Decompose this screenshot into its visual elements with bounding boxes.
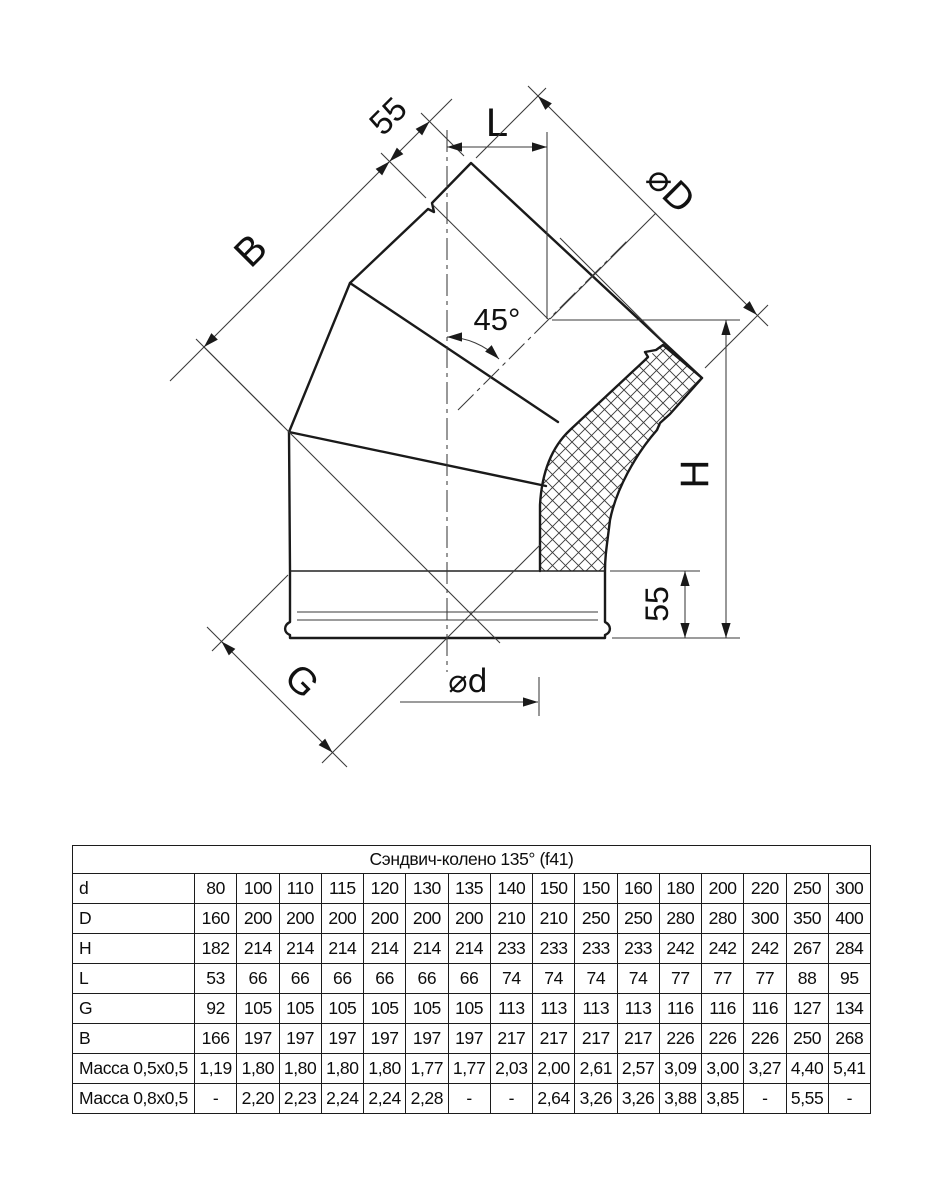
table-title: Сэндвич-колено 135° (f41) (73, 846, 871, 874)
table-cell: 105 (406, 994, 448, 1024)
table-cell: 116 (659, 994, 701, 1024)
table-cell: 1,77 (406, 1054, 448, 1084)
table-cell: 200 (702, 874, 744, 904)
dim-label-B: B (225, 225, 276, 276)
table-cell: 140 (490, 874, 532, 904)
extension-line (705, 305, 768, 368)
table-cell: 160 (195, 904, 237, 934)
table-cell: 217 (617, 1024, 659, 1054)
table-cell: 116 (744, 994, 786, 1024)
table-row (73, 934, 871, 964)
table-cell: 77 (702, 964, 744, 994)
table-cell: 400 (828, 904, 870, 934)
table-cell: 110 (279, 874, 321, 904)
table-cell: 66 (321, 964, 363, 994)
dim-label-d: ⌀d (448, 662, 488, 700)
table-cell: 200 (279, 904, 321, 934)
table-cell: 150 (533, 874, 575, 904)
table-cell: 200 (406, 904, 448, 934)
table-cell: 53 (195, 964, 237, 994)
table-cell: 2,23 (279, 1084, 321, 1114)
dim-label-G: G (276, 656, 327, 707)
table-cell: 210 (533, 904, 575, 934)
table-cell: 77 (659, 964, 701, 994)
table-cell: 115 (321, 874, 363, 904)
table-cell: 2,24 (321, 1084, 363, 1114)
table-cell: 134 (828, 994, 870, 1024)
table-cell: 130 (406, 874, 448, 904)
extension-line (381, 153, 426, 198)
construction-line (550, 213, 656, 319)
table-row (73, 904, 871, 934)
table-cell: 160 (617, 874, 659, 904)
extension-line (196, 339, 282, 425)
table-cell: 74 (533, 964, 575, 994)
table-cell: 200 (237, 904, 279, 934)
row-label: D (73, 904, 195, 934)
table-cell: 116 (702, 994, 744, 1024)
dim-label-H: H (673, 459, 717, 489)
table-cell: - (490, 1084, 532, 1114)
table-cell: 1,80 (279, 1054, 321, 1084)
table-cell: 92 (195, 994, 237, 1024)
table-cell: 233 (490, 934, 532, 964)
table-cell: 200 (321, 904, 363, 934)
table-cell: 200 (364, 904, 406, 934)
row-label: B (73, 1024, 195, 1054)
table-cell: 120 (364, 874, 406, 904)
table-cell: 214 (406, 934, 448, 964)
table-cell: 3,00 (702, 1054, 744, 1084)
table-cell: 80 (195, 874, 237, 904)
table-cell: 105 (321, 994, 363, 1024)
insulation-hatch (540, 345, 702, 571)
lower-miter-line (289, 432, 546, 486)
table-cell: 5,55 (786, 1084, 828, 1114)
dim-55-bottom (610, 571, 700, 638)
table-cell: 4,40 (786, 1054, 828, 1084)
table-cell: 214 (237, 934, 279, 964)
table-cell: 214 (448, 934, 490, 964)
row-label: d (73, 874, 195, 904)
table-row (73, 964, 871, 994)
table-cell: 95 (828, 964, 870, 994)
dim-label-angle: 45° (473, 302, 521, 337)
spec-table-body (73, 846, 871, 1114)
table-cell: 66 (406, 964, 448, 994)
table-cell: 2,28 (406, 1084, 448, 1114)
table-cell: 3,09 (659, 1054, 701, 1084)
table-cell: - (195, 1084, 237, 1114)
extension-line (212, 575, 288, 651)
table-cell: 226 (744, 1024, 786, 1054)
table-cell: 3,27 (744, 1054, 786, 1084)
table-cell: 2,64 (533, 1084, 575, 1114)
dim-d (400, 662, 539, 716)
table-cell: 166 (195, 1024, 237, 1054)
dim-label-L: L (485, 101, 509, 145)
table-cell: 105 (364, 994, 406, 1024)
table-cell: 250 (617, 904, 659, 934)
construction-line (322, 545, 540, 763)
table-cell: 66 (448, 964, 490, 994)
table-cell: 233 (617, 934, 659, 964)
pipe-end-inner-line (560, 238, 664, 342)
table-cell: 105 (448, 994, 490, 1024)
table-cell: 350 (786, 904, 828, 934)
table-cell: 217 (533, 1024, 575, 1054)
table-cell: 5,41 (828, 1054, 870, 1084)
table-cell: 300 (744, 904, 786, 934)
table-cell: 300 (828, 874, 870, 904)
table-cell: 3,26 (575, 1084, 617, 1114)
table-row (73, 1084, 871, 1114)
table-cell: 113 (575, 994, 617, 1024)
table-cell: 66 (279, 964, 321, 994)
table-cell: 233 (575, 934, 617, 964)
table-cell: 66 (364, 964, 406, 994)
table-cell: 210 (490, 904, 532, 934)
table-cell: 3,26 (617, 1084, 659, 1114)
table-cell: 250 (786, 1024, 828, 1054)
table-cell: 2,20 (237, 1084, 279, 1114)
table-cell: 150 (575, 874, 617, 904)
row-label: Масса 0,5x0,5 (73, 1054, 195, 1084)
table-cell: - (448, 1084, 490, 1114)
table-cell: 113 (617, 994, 659, 1024)
table-row (73, 1024, 871, 1054)
table-cell: 1,77 (448, 1054, 490, 1084)
table-cell: 197 (364, 1024, 406, 1054)
table-cell: - (828, 1084, 870, 1114)
table-cell: 267 (786, 934, 828, 964)
table-cell: 197 (448, 1024, 490, 1054)
row-label: L (73, 964, 195, 994)
table-cell: 2,24 (364, 1084, 406, 1114)
dimension-line (528, 86, 768, 326)
table-cell: 284 (828, 934, 870, 964)
row-label: Масса 0,8x0,5 (73, 1084, 195, 1114)
table-cell: 3,88 (659, 1084, 701, 1114)
table-cell: 280 (702, 904, 744, 934)
table-cell: 1,80 (364, 1054, 406, 1084)
table-cell: 214 (364, 934, 406, 964)
table-cell: 214 (321, 934, 363, 964)
table-cell: 100 (237, 874, 279, 904)
table-cell: 2,57 (617, 1054, 659, 1084)
table-cell: 1,19 (195, 1054, 237, 1084)
table-cell: 105 (279, 994, 321, 1024)
table-cell: 1,80 (237, 1054, 279, 1084)
table-cell: 113 (533, 994, 575, 1024)
table-cell: 200 (448, 904, 490, 934)
dim-55-top (362, 90, 464, 198)
table-row (73, 994, 871, 1024)
table-cell: 242 (659, 934, 701, 964)
upper-miter-line (350, 283, 558, 422)
table-cell: 197 (237, 1024, 279, 1054)
table-cell: 74 (490, 964, 532, 994)
dim-label-D: ⌀D (638, 157, 703, 222)
table-cell: 66 (237, 964, 279, 994)
table-cell: 280 (659, 904, 701, 934)
table-cell: 226 (659, 1024, 701, 1054)
table-row (73, 1054, 871, 1084)
table-cell: - (744, 1084, 786, 1114)
table-cell: 74 (575, 964, 617, 994)
table-row (73, 874, 871, 904)
table-cell: 74 (617, 964, 659, 994)
dim-L (447, 101, 547, 319)
table-cell: 127 (786, 994, 828, 1024)
table-cell: 220 (744, 874, 786, 904)
table-cell: 3,85 (702, 1084, 744, 1114)
table-cell: 2,03 (490, 1054, 532, 1084)
table-cell: 1,80 (321, 1054, 363, 1084)
table-cell: 217 (575, 1024, 617, 1054)
table-cell: 197 (279, 1024, 321, 1054)
table-cell: 182 (195, 934, 237, 964)
table-cell: 197 (406, 1024, 448, 1054)
table-cell: 197 (321, 1024, 363, 1054)
table-cell: 226 (702, 1024, 744, 1054)
dim-G (207, 575, 347, 767)
table-cell: 77 (744, 964, 786, 994)
table-cell: 233 (533, 934, 575, 964)
table-cell: 250 (575, 904, 617, 934)
row-label: G (73, 994, 195, 1024)
table-cell: 105 (237, 994, 279, 1024)
table-cell: 180 (659, 874, 701, 904)
table-cell: 2,61 (575, 1054, 617, 1084)
dim-label-55-bottom: 55 (639, 586, 675, 622)
row-label: H (73, 934, 195, 964)
table-cell: 88 (786, 964, 828, 994)
dim-label-55-top: 55 (361, 89, 414, 142)
table-cell: 250 (786, 874, 828, 904)
table-cell: 242 (744, 934, 786, 964)
table-cell: 217 (490, 1024, 532, 1054)
insulation-region (540, 345, 702, 571)
spec-table (72, 845, 871, 1114)
table-cell: 242 (702, 934, 744, 964)
table-cell: 268 (828, 1024, 870, 1054)
table-cell: 2,00 (533, 1054, 575, 1084)
table-cell: 214 (279, 934, 321, 964)
dim-angle (447, 302, 520, 362)
table-cell: 113 (490, 994, 532, 1024)
table-cell: 135 (448, 874, 490, 904)
